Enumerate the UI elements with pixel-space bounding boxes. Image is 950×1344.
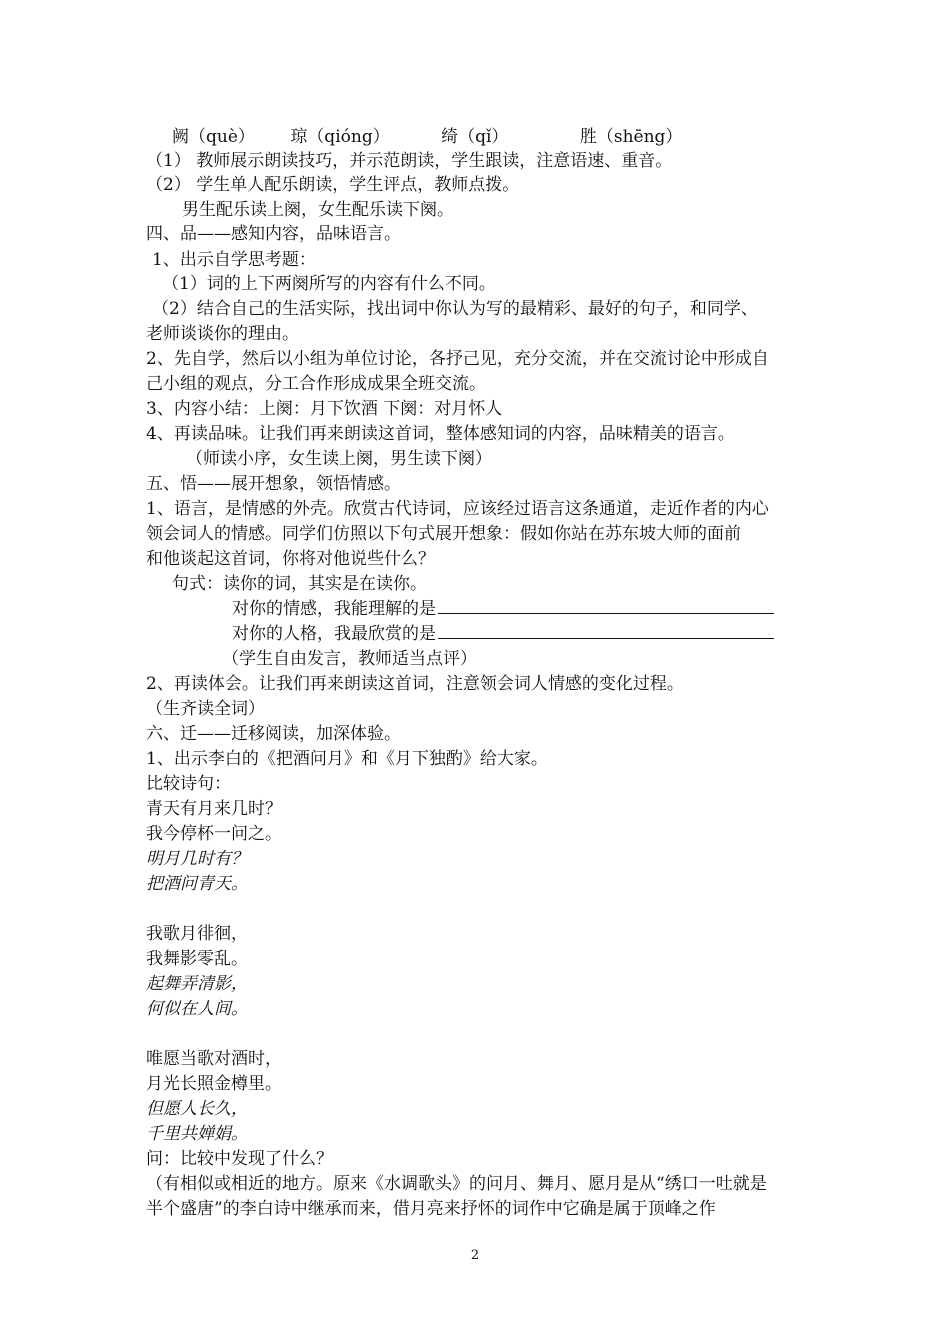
- fill-in-line: 对你的人格，我最欣赏的是: [232, 622, 774, 646]
- text-line: 4、再读品味。让我们再来朗读这首词，整体感知词的内容，品味精美的语言。: [146, 424, 735, 444]
- poem-line-italic: 起舞弄清影，: [146, 974, 248, 994]
- pronunciation-item: 琼（qióng）: [290, 127, 390, 147]
- text-line: （2） 学生单人配乐朗读，学生评点，教师点拨。: [146, 175, 520, 195]
- text-line: 半个盛唐”的李白诗中继承而来，借月亮来抒怀的词作中它确是属于顶峰之作: [146, 1199, 716, 1219]
- poem-line: 我今停杯一问之。: [146, 824, 282, 844]
- text-line: 比较诗句：: [146, 774, 231, 794]
- text-line: 句式：读你的词，其实是在读你。: [172, 574, 427, 594]
- text-line: （师读小序，女生读上阕，男生读下阕）: [186, 449, 492, 469]
- text-line: 老师谈谈你的理由。: [146, 324, 299, 344]
- text-line: （1）词的上下两阕所写的内容有什么不同。: [162, 274, 496, 294]
- text-line: 和他谈起这首词，你将对他说些什么？: [146, 549, 435, 569]
- poem-line: 我舞影零乱。: [146, 949, 248, 969]
- poem-line-italic: 但愿人长久，: [146, 1099, 248, 1119]
- poem-line: 月光长照金樽里。: [146, 1074, 282, 1094]
- poem-line-italic: 把酒问青天。: [146, 874, 248, 894]
- answer-blank[interactable]: [438, 597, 774, 614]
- text-line: （生齐读全词）: [146, 699, 265, 719]
- section-heading: 六、迁——迁移阅读，加深体验。: [146, 724, 401, 744]
- pronunciation-line: [172, 125, 682, 149]
- text-line: 男生配乐读上阕，女生配乐读下阕。: [182, 200, 454, 220]
- text-line: （2）结合自己的生活实际，找出词中你认为写的最精彩、最好的句子，和同学、: [152, 299, 758, 319]
- section-heading: 五、悟——展开想象，领悟情感。: [146, 474, 401, 494]
- poem-line-italic: 千里共婵娟。: [146, 1124, 248, 1144]
- text-line: 1、出示李白的《把酒问月》和《月下独酌》给大家。: [146, 749, 548, 769]
- answer-blank[interactable]: [438, 622, 774, 639]
- poem-line: 唯愿当歌对酒时，: [146, 1049, 282, 1069]
- poem-line-italic: 何似在人间。: [146, 999, 248, 1019]
- fill-in-line: 对你的情感，我能理解的是: [232, 597, 774, 621]
- text-line: （学生自由发言，教师适当点评）: [222, 649, 477, 669]
- text-line: 问：比较中发现了什么？: [146, 1149, 333, 1169]
- text-line: 领会词人的情感。同学们仿照以下句式展开想象：假如你站在苏东坡大师的面前: [146, 524, 741, 544]
- text-line: 1、出示自学思考题：: [152, 250, 316, 270]
- text-line: 2、先自学，然后以小组为单位讨论，各抒己见，充分交流，并在交流讨论中形成自: [146, 349, 769, 369]
- poem-line: 青天有月来几时？: [146, 799, 282, 819]
- poem-line-italic: 明月几时有？: [146, 849, 248, 869]
- pronunciation-item: 阙（què）: [172, 127, 255, 147]
- pronunciation-item: 胜（shēng）: [579, 127, 683, 147]
- text-line: 3、内容小结：上阕：月下饮酒 下阕：对月怀人: [146, 399, 503, 419]
- poem-line: 我歌月徘徊，: [146, 924, 248, 944]
- text-line: 己小组的观点，分工合作形成成果全班交流。: [146, 374, 486, 394]
- section-heading: 四、品——感知内容，品味语言。: [146, 224, 401, 244]
- page-number: 2: [470, 1248, 480, 1263]
- text-line: （1） 教师展示朗读技巧，并示范朗读，学生跟读，注意语速、重音。: [146, 151, 673, 171]
- text-line: 1、语言，是情感的外壳。欣赏古代诗词，应该经过语言这条通道，走近作者的内心: [146, 499, 769, 519]
- pronunciation-item: 绮（qǐ）: [441, 127, 509, 147]
- text-line: （有相似或相近的地方。原来《水调歌头》的问月、舞月、愿月是从“绣口一吐就是: [146, 1174, 767, 1194]
- text-line: 2、再读体会。让我们再来朗读这首词，注意领会词人情感的变化过程。: [146, 674, 684, 694]
